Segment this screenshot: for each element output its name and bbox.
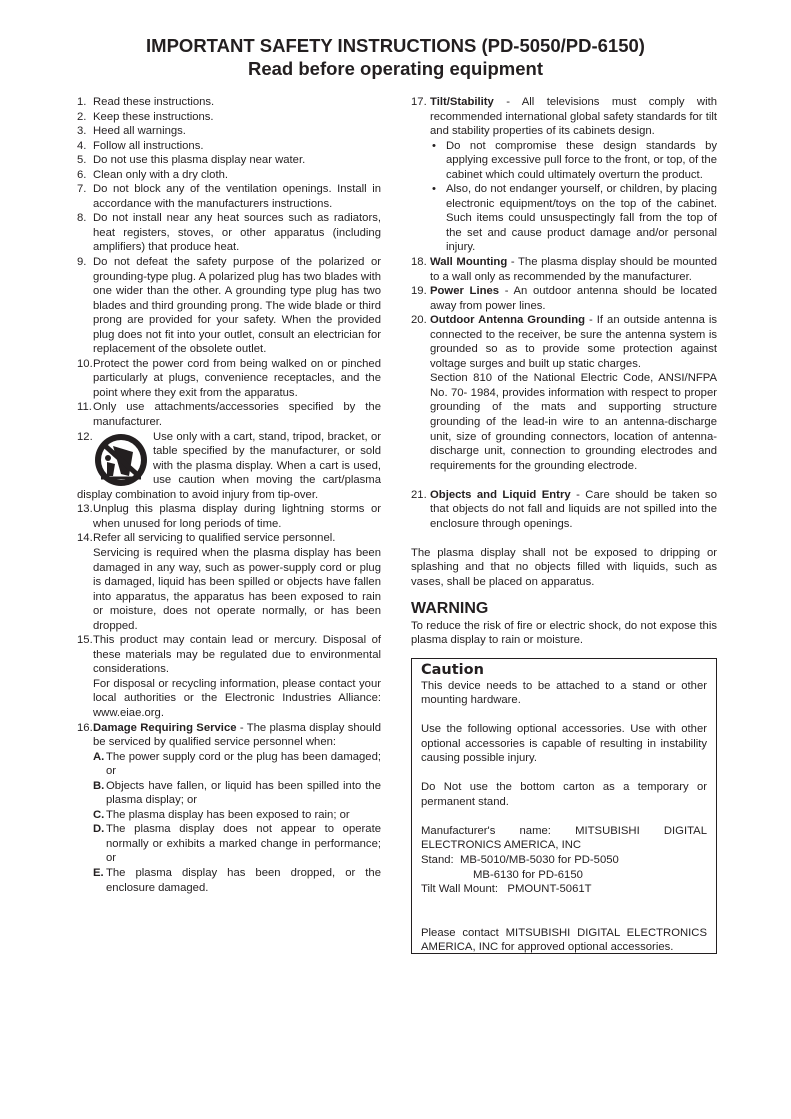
dripping-notice: The plasma display shall not be exposed to dripping or splashing and that no objects filled with liquids, such as vases, shall be placed on apparatus. xyxy=(411,546,717,588)
list-item-12: 12. Use only with a cart, stand, tripod, bracket, or table specified by the manufacturer, or sold with the plasma display. When a cart is used, use caution when moving the cart/plasma display combination to avoid injury from tip-over. xyxy=(77,430,381,501)
caution-heading: Caution xyxy=(421,661,484,678)
list-item-13: 13. Unplug this plasma display during lightning storms or when unused for long periods of time. xyxy=(77,503,381,530)
page-title xyxy=(0,34,791,80)
sub-item: D. The plasma display does not appear to operate normally or exhibits a marked change in performance; or xyxy=(93,823,381,865)
list-item-20: 20. Outdoor Antenna Grounding - If an outside antenna is connected to the receiver, be sure the antenna system is grounded so as to provide some protection against voltage surges and built up static charges. Section 810 of the National Electric Code, ANSI/NFPA No. 70- 1984, provides information with respect to proper grounding of the mats and supporting structure grounding of the lead-in wire to an antenna-discharge unit, size of grounding connectors, location of antenna-discharge unit, connection to grounding electrodes and requirements for the grounding electrode. xyxy=(411,314,717,472)
list-item-6: 6. Clean only with a dry cloth. xyxy=(77,168,229,181)
title-line-1: IMPORTANT SAFETY INSTRUCTIONS (PD-5050/PD-6150) xyxy=(146,35,645,56)
list-item-15: 15. This product may contain lead or mercury. Disposal of these materials may be regulated due to environmental considerations. For disposal or recycling information, please contact your local authorities or the Electronic Industries Alliance: www.eiae.org. xyxy=(77,634,381,719)
warning-heading: WARNING xyxy=(411,599,489,617)
bullet-item: • Do not compromise these design standards by applying excessive pull force to the front, or top, of the cabinet which could ultimately overturn the product. xyxy=(432,139,717,181)
sub-item: A. The power supply cord or the plug has been damaged; or xyxy=(93,750,381,778)
list-item-7: 7. Do not block any of the ventilation openings. Install in accordance with the manufacturers instructions. xyxy=(77,183,381,210)
warning-text: To reduce the risk of fire or electric shock, do not expose this plasma display to rain or moisture. xyxy=(411,619,717,647)
list-item-17: 17. Tilt/Stability - All televisions must comply with recommended international global safety standards for tilt and stability properties of its cabinets design. • Do not compromise these design standards by applying excessive pull force to the front, or top, of the cabinet which could ultimately overturn the product. • Also, do not endanger yourself, or children, by placing electronic equipment/toys on the top of the cabinet. Such items could unsuspectingly fall from the top of the set and cause product damage and/or personal injury. xyxy=(411,96,717,254)
list-item-2: 2. Keep these instructions. xyxy=(77,110,214,123)
title-line-2: Read before operating equipment xyxy=(247,58,543,79)
list-item-5: 5. Do not use this plasma display near water. xyxy=(77,154,306,167)
sub-item: B. Objects have fallen, or liquid has been spilled into the plasma display; or xyxy=(93,779,381,807)
sub-item: E. The plasma display has been dropped, or the enclosure damaged. xyxy=(93,866,381,894)
list-item-3: 3. Heed all warnings. xyxy=(77,125,186,138)
list-item-16: 16. Damage Requiring Service - The plasma display should be serviced by qualified service personnel when: A. The power supply cord or the plug has been damaged; or B. Objects have fallen, or liquid has been spilled into the plasma display; or C. The plasma display has been exposed to rain; or D. The plasma display does not appear to operate normally or exhibits a marked change in performance; or E. The plasma display has been dropped, or the enclosure damaged. xyxy=(77,721,381,894)
list-item-19: 19. Power Lines - An outdoor antenna should be located away from power lines. xyxy=(411,285,717,312)
list-item-10: 10. Protect the power cord from being walked on or pinched particularly at plugs, convenience receptacles, and the point where they exit from the apparatus. xyxy=(77,357,381,399)
bullet-item: • Also, do not endanger yourself, or children, by placing electronic equipment/toys on the top of the cabinet. Such items could unsuspectingly fall from the top of the set and cause product damage and/or personal injury. xyxy=(432,183,717,254)
list-item-14: 14. Refer all servicing to qualified service personnel. Servicing is required when the plasma display has been damaged in any way, such as power-supply cord or plug is damaged, liquid has been spilled or objects have fallen into apparatus, the apparatus has been exposed to rain or moisture, does not operate normally, or has been dropped. xyxy=(77,532,381,632)
caution-box: Caution This device needs to be attached to a stand or other mounting hardware. Use the following optional accessories. Use with other optional accessories is capable of resulting in instability causing possible injury. Do Not use the bottom carton as a temporary or permanent stand. Manufacturer's name: MITSUBISHI DIGITAL ELECTRONICS AMERICA, INC Stand: MB-5010/MB-5030 for PD-5050 MB-6130 for PD-6150 Tilt Wall Mount: PMOUNT-5061T Please contact MITSUBISHI DIGITAL ELECTRONICS AMERICA, INC for approved optional accessories. xyxy=(411,658,717,954)
list-item-4: 4. Follow all instructions. xyxy=(77,139,204,152)
list-item-11: 11. Only use attachments/accessories specified by the manufacturer. xyxy=(77,401,381,429)
list-item-8: 8. Do not install near any heat sources such as radiators, heat registers, stoves, or other apparatus (including amplifiers) that produce heat. xyxy=(77,212,381,254)
sub-item: C. The plasma display has been exposed to rain; or xyxy=(93,808,350,821)
list-item-21: 21. Objects and Liquid Entry - Care should be taken so that objects do not fall and liquids are not spilled into the enclosure through openings. xyxy=(411,488,717,530)
cart-tip-over-warning-icon xyxy=(93,432,149,488)
right-column xyxy=(411,95,717,954)
left-column xyxy=(77,95,381,895)
list-item-1: 1. Read these instructions. xyxy=(77,96,215,108)
list-item-9: 9. Do not defeat the safety purpose of the polarized or grounding-type plug. A polarized plug has two blades with one wider than the other. A grounding type plug has two blades and third grounding prong. The wide blade or third prong are provided for your safety. When the provided plug does not fit into your outlet, consult an electrician for replacement of the obsolete outlet. xyxy=(77,256,381,356)
list-item-18: 18. Wall Mounting - The plasma display should be mounted to a wall only as recommended by the manufacturer. xyxy=(411,256,717,283)
